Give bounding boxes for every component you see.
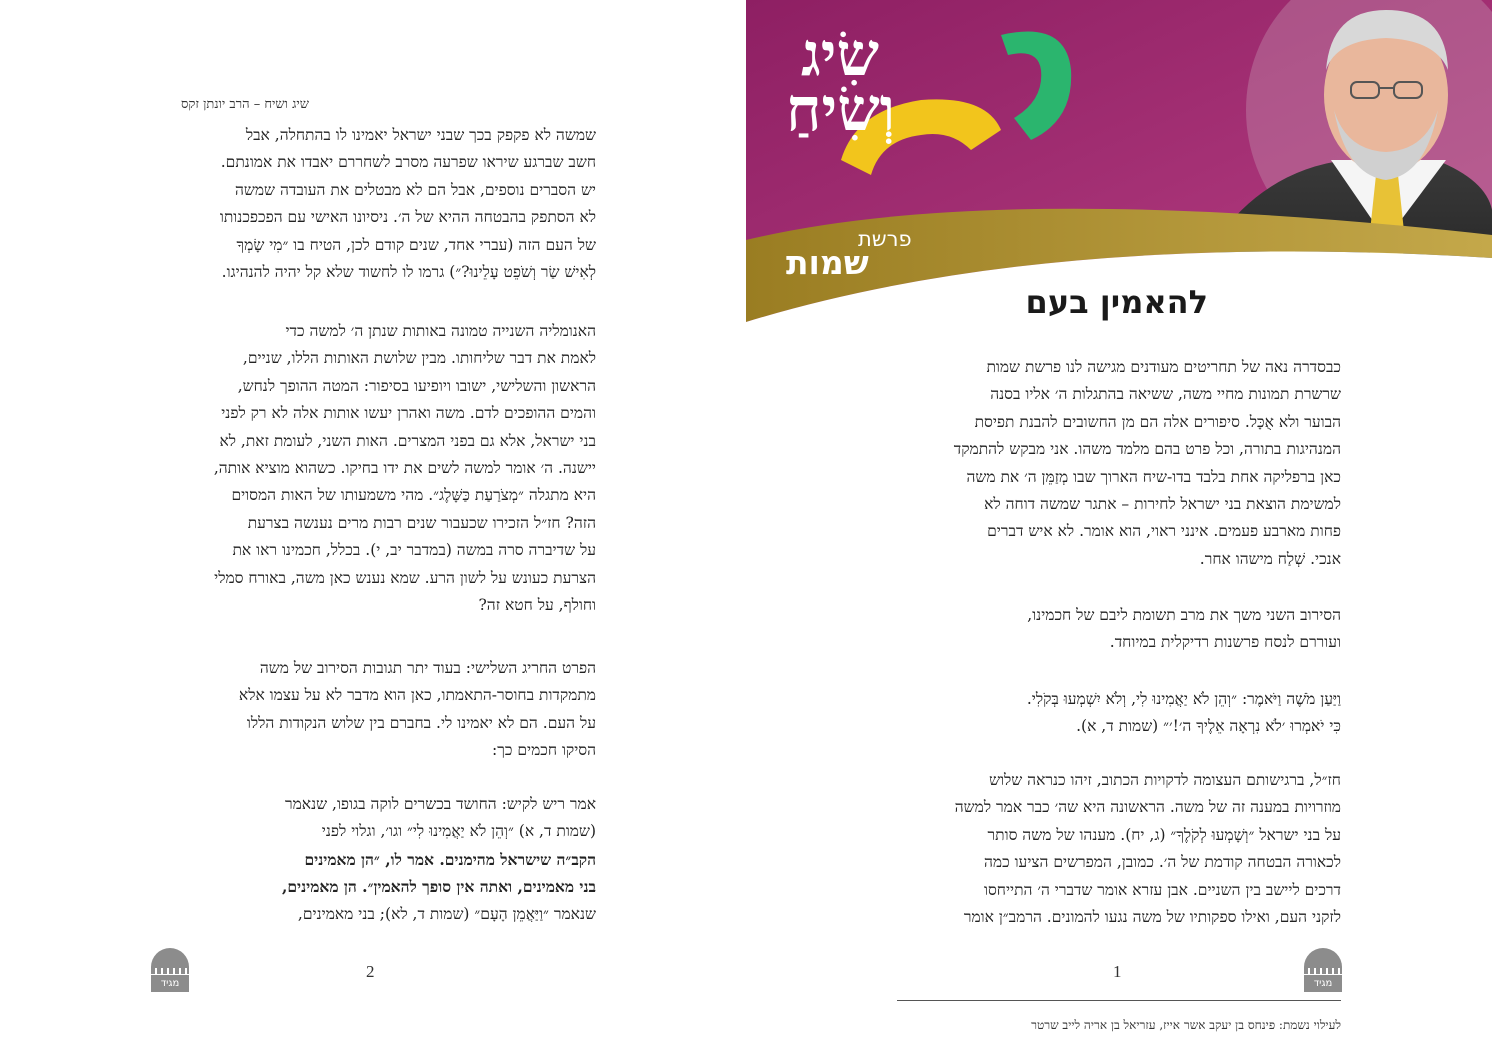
text-line: וַיַּעַן מֹשֶׁה וַיֹּאמֶר: ״וְהֵן לֹא יַאֲמִינוּ לִי, וְלֹא יִשְׁמְעוּ בְּקֹלִי. <box>1026 690 1341 708</box>
text-line: היא מתגלה ״מְצֹרַעַת כַּשָּׁלֶג״. מהי משמעותו של האות המסוים <box>231 486 596 505</box>
text-line: על שדיברה סרה במשה (במדבר יב, י). בכלל, חכמינו ראו את <box>232 541 596 560</box>
publisher-logo <box>1304 948 1342 992</box>
text-line: שרשרת תמונות מחיי משה, ששיאה בהתגלות ה׳ אליו בסנה <box>990 385 1341 404</box>
text-line: יש הסברים נוספים, אבל הם לא מבטלים את העובדה שמשה <box>234 180 596 199</box>
right-page <box>746 0 1492 1058</box>
publisher-logo-text: מגיד <box>151 975 189 992</box>
right-paragraph-1 <box>897 354 1341 573</box>
parasha-label: פרשת <box>858 227 912 251</box>
text-line: לְאִישׁ שַׂר וְשֹׁפֵט עָלֵינוּ?״) גרמו לו לחשוד שלא קל יהיה להנהיגו. <box>221 263 596 282</box>
article-title: להאמין בעם <box>1025 283 1208 321</box>
text-line: הקב״ה שישראל מהימנים. אמר לו, ״הן מאמינים <box>304 849 596 869</box>
text-line: ועוררם לנסח פרשנות רדיקלית במיוחד. <box>1109 633 1341 652</box>
text-line: חשב שברגע שיראו שפרעה מסרב לשחררם יאבדו את אמונתם. <box>220 153 596 172</box>
right-paragraph-2 <box>897 602 1341 657</box>
text-line: כאן ברפליקה אחת בלבד בדו-שיח הארוך שבו מְזַמֵּן ה׳ את משה <box>966 467 1341 486</box>
text-line: בני ישראל, אלא גם בפני המצרים. האות השני, לעומת זאת, לא <box>219 431 596 450</box>
header-banner <box>746 0 1492 330</box>
text-line: בני מאמינים, ואתה אין סופך להאמין״. הן מאמינים, <box>281 877 596 897</box>
text-line: האנומליה השנייה טמונה באותות שנתן ה׳ למשה כדי <box>285 322 596 340</box>
logo-title-bottom: וְשִׂיחַ <box>786 75 896 145</box>
text-line: שמשה לא פקפק בכך שבני ישראל יאמינו לו בהתחלה, אבל <box>245 126 596 144</box>
parasha-name: שמות <box>786 243 869 282</box>
publisher-logo-text: מגיד <box>1304 975 1342 992</box>
text-line: דרכים ליישב בין השניים. אבן עזרא אומר שדברי ה׳ התייחסו <box>983 880 1341 899</box>
left-paragraph-2 <box>150 318 596 619</box>
text-line: של העם הזה (עברי אחד, שנים קודם לכן, הטיח בו ״מִי שָׂמְךָ <box>236 235 596 254</box>
text-line: חז״ל, ברגישותם העצומה לדקויות הכתוב, זיהו כנראה שלוש <box>989 771 1341 789</box>
right-paragraph-3 <box>897 767 1341 931</box>
left-paragraph-1 <box>150 122 596 286</box>
text-line: הסירוב השני משך את מרב תשומת ליבם של חכמינו, <box>1027 606 1341 624</box>
text-line: כבסדרה נאה של תחריטים מעודנים מגישה לנו פרשת שמות <box>986 358 1341 376</box>
left-paragraph-3 <box>150 655 596 765</box>
text-line: אנכי. שְׁלַח מישהו אחר. <box>1199 549 1341 568</box>
page-number: 2 <box>366 962 375 981</box>
text-line: הראשון והשלישי, ישובו ויופיעו בסיפור: המטה ההופך לנחש, <box>237 376 596 395</box>
running-head: שיג ושיח – הרב יונתן זקס <box>180 97 309 112</box>
text-line: יישנה. ה׳ אומר למשה לשים את ידו בחיקו. כשהוא מוציא אותה, <box>213 459 596 478</box>
page-number: 1 <box>1113 962 1122 981</box>
text-line: לאמת את דבר שליחותו. מבין שלושת האותות הללו, שניים, <box>242 349 596 368</box>
text-line: על בני ישראל ״וְשָׁמְעוּ לְקֹלֶךָ״ (ג, יח). מענהו של משה סותר <box>987 825 1341 844</box>
publisher-logo <box>151 948 189 992</box>
text-line: אמר ריש לקיש: החושד בכשרים לוקה בגופו, שנאמר <box>284 795 596 813</box>
text-line: שנאמר ״וַיַּאֲמֵן הָעָם״ (שמות ד, לא); בני מאמינים, <box>297 904 596 923</box>
left-quote-block <box>150 791 596 928</box>
logo-title-top: שִׂיג <box>801 20 880 90</box>
text-line: מתמקדות בחוסר-התאמתו, כאן הוא מדבר לא על עצמו אלא <box>238 686 596 705</box>
text-line: לזקני העם, ואילו ספקותיו של משה נגעו להמונים. הרמב״ן אומר <box>963 908 1341 927</box>
text-line: הזה? חז״ל הזכירו שכעבור שנים רבות מרים נענשה בצרעת <box>247 513 596 532</box>
text-line: הסיקו חכמים כך: <box>492 741 596 760</box>
text-line: הצרעת כעונש על לשון הרע. שמא נענש כאן משה, באורח סמלי <box>214 568 596 587</box>
text-line: וחולף, על חטא זה? <box>478 596 596 615</box>
text-line: מוזרויות במענה זה של משה. הראשונה היא שה׳ כבר אמר למשה <box>954 798 1341 817</box>
text-line: על העם. הם לא יאמינו לי. בחברם בין שלוש הנקודות הללו <box>246 713 596 732</box>
text-line: הפרט החריג השלישי: בעוד יתר תגובות הסירוב של משה <box>259 659 596 677</box>
footer-divider <box>897 1000 1341 1001</box>
text-line: הבוער ולא אֻכָּל. סיפורים אלה הם מן החשובים להבנת תפיסת <box>974 412 1341 431</box>
text-line: לא הסתפק בהבטחה ההיא של ה׳. ניסיונו האישי עם הפכפכנותו <box>219 208 596 227</box>
text-line: לכאורה הבטחה קודמת של ה׳. כמובן, המפרשים הציעו כמה <box>983 853 1341 872</box>
text-line: למשימת הוצאת בני ישראל לחירות – אתגר שמשה דוחה לא <box>984 495 1341 514</box>
dedication-line: לעילוי נשמת: פינחס בן יעקב אשר אייז, עזריאל בן אריה לייב שרטר <box>1031 1018 1341 1032</box>
right-verse-quote <box>897 686 1341 741</box>
text-line: כִּי יֹאמְרוּ ׳לֹא נִרְאָה אֵלֶיךָ ה׳!׳״ (שמות ד, א). <box>1076 717 1341 736</box>
text-line: (שמות ד, א) ״וְהֵן לֹא יַאֲמִינוּ לִי״ וגו׳, וגלוי לפני <box>321 822 596 841</box>
text-line: והמים ההופכים לדם. משה ואהרן יעשו אותות אלה לא רק לפני <box>221 404 596 423</box>
text-line: פחות מארבע פעמים. אינני ראוי, הוא אומר. לא איש דברים <box>987 522 1341 541</box>
text-line: המנהיגות בתורה, וכל פרט בהם מלמד משהו. אני מבקש להתמקד <box>953 440 1341 459</box>
